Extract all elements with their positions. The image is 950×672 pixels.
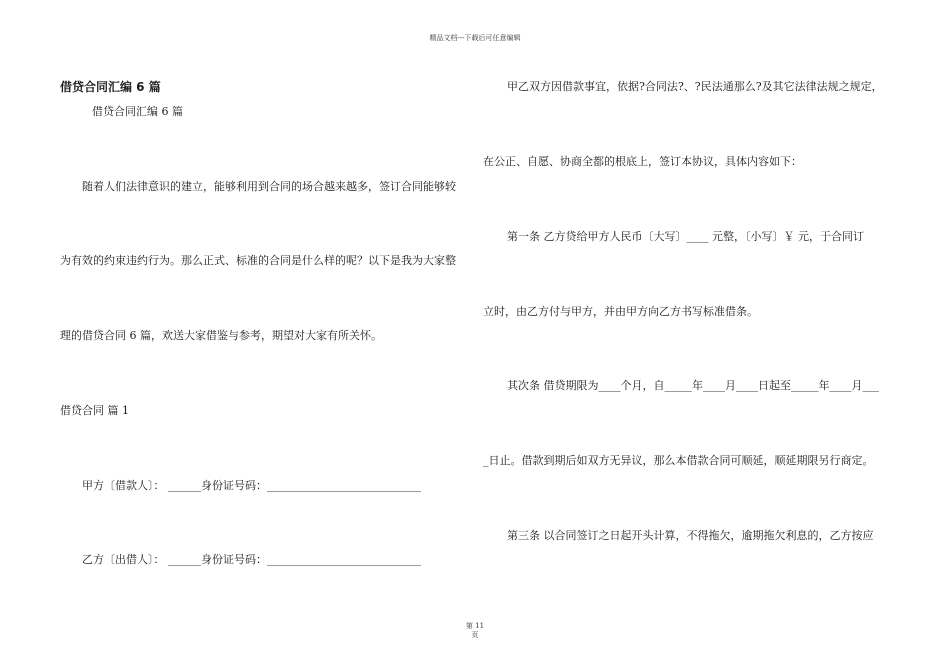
article-1-line-2: 立时，由乙方付与甲方，并由甲方向乙方书写标准借条。 [483, 305, 758, 318]
intro-line-2: 为有效的约束违约行为。那么正式、标准的合同是什么样的呢？以下是我为大家整 [60, 254, 456, 267]
header-note: 精品文档---下载后可任意编辑 [429, 34, 521, 42]
article-3-line-1: 第三条 以合同签订之日起开头计算，不得拖欠，逾期拖欠利息的，乙方按应 [507, 529, 874, 542]
preamble-line-1: 甲乙双方因借款事宜，依据?合同法?、?民法通那么?及其它法律法规之规定， [507, 80, 883, 93]
page-number [445, 622, 505, 640]
document-title: 借贷合同汇编 6 篇 [60, 80, 161, 94]
section-heading: 借贷合同 篇 1 [60, 404, 129, 417]
party-a-line: 甲方〔借款人〕： ______身份证号码：____________________________ [82, 479, 421, 492]
page-number-bottom: 页 [471, 631, 479, 639]
article-1-line-1: 第一条 乙方贷给甲方人民币〔大写〕____ 元整，〔小写〕￥ 元，于合同订 [507, 230, 864, 243]
article-2-line-2: _日止。借款到期后如双方无异议，那么本借款合同可顺延，顺延期限另行商定。 [483, 454, 874, 467]
preamble-line-2: 在公正、自愿、协商全都的根底上，签订本协议，具体内容如下： [483, 155, 802, 168]
page-number-top: 第 11 [465, 622, 485, 630]
intro-line-3: 理的借贷合同 6 篇，欢送大家借鉴与参考，期望对大家有所关怀。 [60, 329, 382, 342]
article-2-line-1: 其次条 借贷期限为____个月，自_____年____月____日起至_____年____月___ [507, 379, 879, 392]
intro-line-1: 随着人们法律意识的建立，能够利用到合同的场合越来越多，签订合同能够较 [82, 180, 456, 193]
document-subtitle: 借贷合同汇编 6 篇 [92, 105, 183, 118]
party-b-line: 乙方〔出借人〕： ______身份证号码：____________________________ [82, 553, 421, 566]
